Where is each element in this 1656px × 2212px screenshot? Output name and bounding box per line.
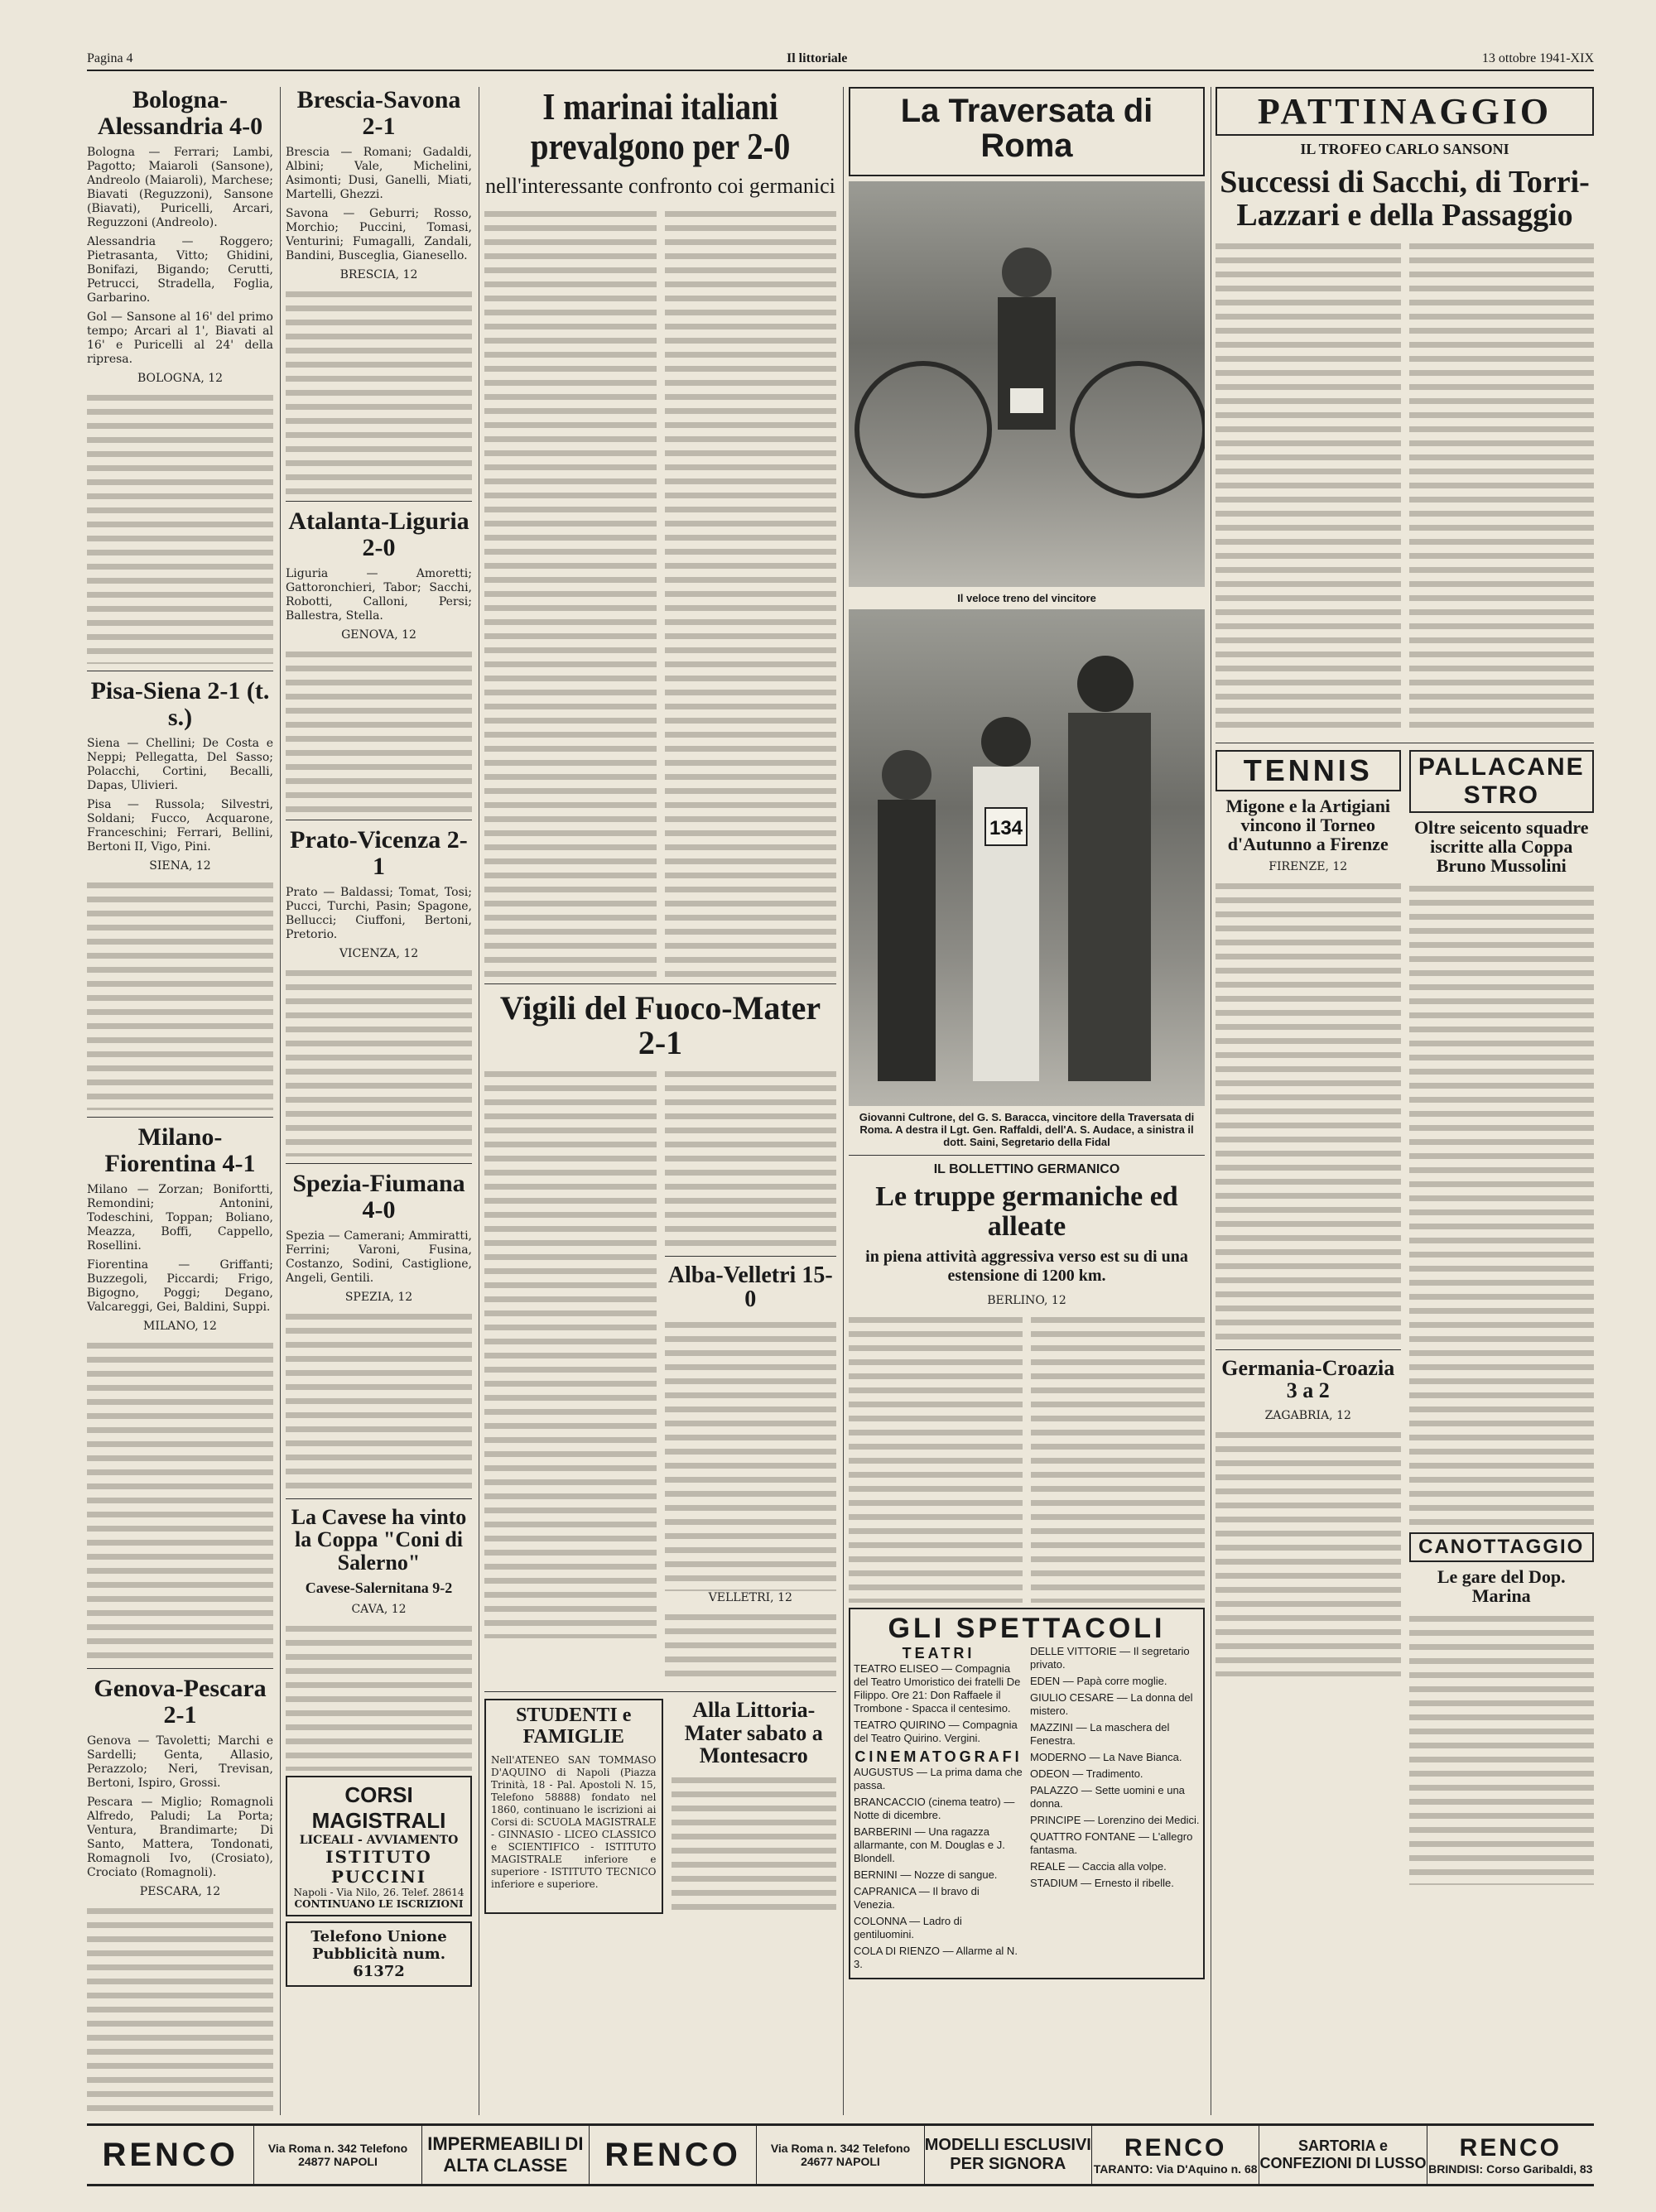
ad-renco-4-title: RENCO — [1459, 2134, 1562, 2162]
ad-sartoria — [1259, 2126, 1427, 2184]
bottom-ad-strip — [87, 2123, 1594, 2186]
article-body-spezia — [286, 1310, 472, 1492]
canottaggio-box — [1409, 1532, 1595, 1562]
headline-sacchi: Successi di Sacchi, di Torri-Lazzari e della Passaggio — [1220, 165, 1590, 233]
listing-eden: EDEN — Papà corre moglie. — [1030, 1675, 1167, 1688]
lineup-genova: Genova — Tavoletti; Marchi e Sardelli; Genta, Allasio, Perazzolo; Neri, Trevisan, Bertoni, Ispiro, Grossi. — [87, 1734, 273, 1790]
ad-renco-napoli-1-address — [254, 2126, 421, 2184]
headline-alba: Alba-Velletri 15-0 — [667, 1262, 833, 1312]
dateline-milano: MILANO, 12 — [143, 1320, 217, 1333]
ad-renco-napoli-1 — [87, 2126, 254, 2184]
headline-dop-marina: Le gare del Dop. Marina — [1437, 1566, 1566, 1607]
ad-renco-3-sub: TARANTO: Via D'Aquino n. 68 — [1093, 2162, 1258, 2176]
headline-prato: Prato-Vicenza 2-1 — [290, 826, 468, 880]
lineup-siena: Siena — Chellini; De Costa e Neppi; Pellegatta, Del Sasso; Polacchi, Cortini, Becalli, Dapas, Ulivieri. — [87, 737, 273, 792]
article-body-genova — [87, 1904, 273, 2115]
dateline-pescara: PESCARA, 12 — [139, 1885, 221, 1898]
tennis-banner: TENNIS — [1243, 753, 1373, 787]
ad-renco-2-sub: Via Roma n. 342 Telefono 24677 NAPOLI — [770, 2142, 911, 2168]
article-vigili-col-a — [484, 1067, 657, 1638]
headline-pisa: Pisa-Siena 2-1 (t. s.) — [90, 677, 270, 731]
headline-spezia: Spezia-Fiumana 4-0 — [292, 1170, 465, 1224]
subhead-truppe: in piena attività aggressiva verso est su di una estensione di 1200 km. — [865, 1248, 1188, 1286]
article-body-milano — [87, 1339, 273, 1661]
dateline-velletri: VELLETRI, 12 — [708, 1591, 792, 1605]
article-tennis — [1216, 879, 1401, 1343]
spettacoli-section — [849, 1608, 1205, 1979]
headline-atalanta: Atalanta-Liguria 2-0 — [288, 507, 469, 561]
ad-studenti-title: STUDENTI e FAMIGLIE — [516, 1705, 632, 1748]
ad-renco-2-title: RENCO — [604, 2136, 741, 2173]
swimmer-illustration — [849, 181, 1205, 587]
photo-swimmer — [849, 181, 1205, 587]
ad-corsi-line1: LICEALI - AVVIAMENTO — [299, 1833, 459, 1847]
dateline-berlino: BERLINO, 12 — [987, 1294, 1066, 1308]
ad-renco-3-title: RENCO — [1124, 2134, 1227, 2162]
article-marinai-col-b — [665, 207, 837, 977]
article-pallacanestro — [1409, 882, 1595, 1527]
dateline-cava: CAVA, 12 — [351, 1602, 407, 1616]
goals-bologna: Gol — Sansone al 16' del primo tempo; Arcari al 1', Biavati al 16' e Puricelli al 24' della ripresa. — [87, 310, 273, 366]
article-truppe-col-b — [1031, 1313, 1205, 1603]
tennis-section — [1216, 750, 1401, 1885]
divider — [484, 983, 836, 984]
divider — [286, 1163, 472, 1164]
headline-vigili: Vigili del Fuoco-Mater 2-1 — [499, 988, 821, 1061]
ad-corsi-magistrali — [286, 1776, 472, 1916]
cinematografi-heading: CINEMATOGRAFI — [854, 1748, 1023, 1766]
masthead — [87, 51, 1594, 71]
headline-genova: Genova-Pescara 2-1 — [94, 1675, 267, 1729]
ad-modelli — [925, 2126, 1092, 2184]
ad-unione-pubblicita: Telefono Unione Pubblicità num. 61372 — [286, 1921, 472, 1987]
divider — [665, 1256, 837, 1257]
column-4 — [849, 87, 1205, 2115]
ad-studenti-body: Nell'ATENEO SAN TOMMASO D'AQUINO di Napoli (Piazza Trinità, 18 - Pal. Apostoli N. 15, Telefono 58888) fondato nel 1860, continuano le iscrizioni ai Corsi di: SCUOLA MAGISTRALE - GINNASIO - LICEO CLASSICO e SCIENTIFICO - ISTITUTO MAGISTRALE inferiore e superiore - ISTITUTO TECNICO inferiore e superiore. — [491, 1753, 657, 1890]
photo-winner — [849, 609, 1205, 1106]
article-vigili — [484, 1067, 836, 1685]
divider — [87, 1668, 273, 1669]
winner-illustration — [849, 609, 1205, 1106]
listing-capranica: CAPRANICA — Il bravo di Venezia. — [854, 1885, 980, 1911]
listing-odeon: ODEON — Tradimento. — [1030, 1767, 1143, 1781]
lineup-fiorentina: Fiorentina — Griffanti; Buzzegoli, Piccardi; Frigo, Bigogno, Poggi; Degano, Valcareggi, Gei, Baldini, Suppi. — [87, 1258, 273, 1314]
bulletin-label: IL BOLLETTINO GERMANICO — [933, 1162, 1120, 1176]
ad-corsi-line4: CONTINUANO LE ISCRIZIONI — [294, 1897, 464, 1910]
listing-quattro-fontane: QUATTRO FONTANE — L'allegro fantasma. — [1030, 1830, 1193, 1857]
article-body-cavese — [286, 1622, 472, 1771]
issue-date: 13 ottobre 1941-XIX — [1481, 51, 1594, 65]
listing-reale: REALE — Caccia alla volpe. — [1030, 1860, 1167, 1873]
pattinaggio-banner: PATTINAGGIO — [1257, 91, 1552, 132]
divider — [1216, 1349, 1401, 1350]
article-marinai-col-a — [484, 207, 657, 977]
dateline-siena: SIENA, 12 — [149, 859, 211, 873]
article-body-atalanta — [286, 647, 472, 813]
headline-marinai: I marinai italiani prevalgono per 2-0 — [530, 87, 791, 168]
listing-quirino: TEATRO QUIRINO — Compagnia del Teatro Quirino. Vergini. — [854, 1719, 1018, 1745]
article-marinai — [484, 207, 836, 977]
article-pattinaggio — [1216, 239, 1594, 736]
ad-renco-napoli-2-address — [757, 2126, 924, 2184]
article-littoria-body — [672, 1773, 837, 1914]
page-number: Pagina 4 — [87, 51, 133, 65]
dateline-zagabria: ZAGABRIA, 12 — [1264, 1408, 1351, 1422]
bib-number: 134 — [989, 817, 1023, 839]
paper-name: Il littoriale — [787, 51, 848, 65]
article-vigili-col-b — [665, 1067, 837, 1685]
pallacanestro-banner: PALLACANESTRO — [1418, 753, 1585, 809]
tennis-box — [1216, 750, 1401, 791]
ad-renco-taranto — [1092, 2126, 1259, 2184]
ad-corsi-line3: Napoli - Via Nilo, 26. Telef. 28614 — [293, 1886, 465, 1898]
article-germania-croazia — [1216, 1428, 1401, 1676]
ad-renco-napoli-2 — [590, 2126, 757, 2184]
ad-sartoria-text: SARTORIA e CONFEZIONI DI LUSSO — [1259, 2137, 1427, 2171]
subhead-sansoni: IL TROFEO CARLO SANSONI — [1300, 141, 1509, 157]
headline-milano: Milano-Fiorentina 4-1 — [104, 1123, 256, 1177]
dateline-vicenza: VICENZA, 12 — [339, 947, 419, 960]
article-body-bologna — [87, 391, 273, 664]
divider — [849, 1155, 1205, 1156]
column-rule — [843, 87, 844, 2115]
headline-cavese: La Cavese ha vinto la Coppa "Coni di Salerno" — [291, 1505, 467, 1575]
sports-lower — [1216, 750, 1594, 1885]
spettacoli-banner: GLI SPETTACOLI — [888, 1613, 1166, 1645]
lineup-prato: Prato — Baldassi; Tomat, Tosi; Pucci, Turchi, Pasin; Spagone, Bellucci; Ciuffoni, Bertoni, Pretorio. — [286, 886, 472, 941]
headline-migone: Migone e la Artigiani vincono il Torneo d'Autunno a Firenze — [1225, 795, 1391, 854]
article-body-pisa — [87, 878, 273, 1110]
listing-moderno: MODERNO — La Nave Bianca. — [1030, 1751, 1182, 1764]
ad-corsi-line2: ISTITUTO PUCCINI — [325, 1846, 432, 1887]
headline-traversata: La Traversata di Roma — [900, 93, 1153, 164]
article-truppe-col-a — [849, 1313, 1023, 1603]
caption-winner: Giovanni Cultrone, del G. S. Baracca, vincitore della Traversata di Roma. A destra il Lgt. Gen. Raffaldi, dell'A. S. Audace, a sinistra il dott. Saini, Segretario della Fidal — [859, 1111, 1195, 1148]
divider — [484, 1691, 836, 1692]
lineup-savona: Savona — Geburri; Rosso, Morchio; Puccini, Tomasi, Venturini; Fumagalli, Zandali, Bandini, Busceglia, Gianesello. — [286, 207, 472, 262]
divider — [87, 1117, 273, 1118]
caption-swimmer: Il veloce treno del vincitore — [957, 592, 1096, 604]
listing-brancaccio: BRANCACCIO (cinema teatro) — Notte di dicembre. — [854, 1796, 1015, 1822]
ad-studenti — [484, 1699, 663, 1914]
headline-germania-croazia: Germania-Croazia 3 a 2 — [1221, 1356, 1395, 1403]
lineup-pescara: Pescara — Miglio; Romagnoli Alfredo, Paludi; La Porta; Ventura, Brandimarte; Di Santo, Mattera, Tondonati, Romagnoli Ivo, (Crosiato), Crociato (Romagnoli). — [87, 1796, 273, 1879]
subhead-cavese: Cavese-Salernitana 9-2 — [305, 1579, 453, 1596]
pattinaggio-box — [1216, 87, 1594, 136]
article-body-prato — [286, 966, 472, 1156]
dateline-spezia: SPEZIA, 12 — [344, 1291, 413, 1304]
listings-col-a — [854, 1645, 1023, 1974]
lineup-milano: Milano — Zorzan; Bonifortti, Remondini; Antonini, Todeschini, Toppan; Boliano, Meazza, Boffi, Cappello, Rosellini. — [87, 1183, 273, 1253]
article-pattinaggio-col-b — [1409, 239, 1595, 736]
column-3 — [484, 87, 836, 2115]
listing-delle-vittorie: DELLE VITTORIE — Il segretario privato. — [1030, 1645, 1190, 1671]
divider — [286, 1498, 472, 1499]
pallacanestro-box — [1409, 750, 1595, 813]
listing-barberini: BARBERINI — Una ragazza allarmante, con M. Douglas e J. Blondell. — [854, 1825, 1005, 1865]
listing-augustus: AUGUSTUS — La prima dama che passa. — [854, 1766, 1023, 1792]
ad-impermeabili — [422, 2126, 590, 2184]
ad-corsi-title: CORSI MAGISTRALI — [311, 1782, 446, 1833]
divider — [286, 501, 472, 502]
headline-brescia: Brescia-Savona 2-1 — [296, 87, 461, 140]
subhead-marinai: nell'interessante confronto coi germanici — [485, 173, 835, 198]
article-alba — [665, 1318, 837, 1591]
ad-renco-brindisi — [1427, 2126, 1594, 2184]
lineup-pisa: Pisa — Russola; Silvestri, Soldani; Fucco, Acquarone, Franceschini; Ferrari, Bellini, Bertoni II, Vigo, Pini. — [87, 798, 273, 854]
listings-col-b — [1030, 1645, 1200, 1974]
lineup-liguria: Liguria — Amoretti; Gattoronchieri, Tabor; Sacchi, Robotti, Calloni, Persi; Ballestra, Stella. — [286, 567, 472, 623]
canottaggio-banner: CANOTTAGGIO — [1418, 1536, 1585, 1559]
dateline-firenze: FIRENZE, 12 — [1268, 860, 1348, 874]
dateline-brescia: BRESCIA, 12 — [339, 268, 418, 281]
article-canottaggio — [1409, 1612, 1595, 1885]
listing-giulio-cesare: GIULIO CESARE — La donna del mistero. — [1030, 1691, 1193, 1718]
article-body-brescia — [286, 287, 472, 494]
listing-cola-di-rienzo: COLA DI RIENZO — Allarme al N. 3. — [854, 1945, 1018, 1971]
headline-littoria: Alla Littoria-Mater sabato a Montesacro — [684, 1698, 823, 1767]
bottom-row-col3 — [484, 1699, 836, 1914]
teatri-heading: TEATRI — [902, 1645, 975, 1662]
pallacanestro-section — [1409, 750, 1595, 1885]
article-truppe — [849, 1313, 1205, 1603]
listing-colonna: COLONNA — Ladro di gentiluomini. — [854, 1915, 962, 1941]
column-5 — [1216, 87, 1594, 2115]
lineup-spezia: Spezia — Camerani; Ammiratti, Ferrini; Varoni, Fusina, Costanzo, Sodini, Castiglione, Angeli, Gentili. — [286, 1229, 472, 1285]
listing-principe: PRINCIPE — Lorenzino dei Medici. — [1030, 1814, 1200, 1827]
listing-mazzini: MAZZINI — La maschera del Fenestra. — [1030, 1721, 1170, 1748]
article-vigili-text — [665, 1067, 837, 1249]
headline-truppe: Le truppe germaniche ed alleate — [875, 1181, 1178, 1242]
column-2 — [286, 87, 472, 2115]
article-velletri — [665, 1610, 837, 1685]
ad-renco-1-sub: Via Roma n. 342 Telefono 24877 NAPOLI — [267, 2142, 408, 2168]
column-rule — [280, 87, 281, 2115]
lineup-alessandria: Alessandria — Roggero; Pietrasanta, Vitto; Ghidini, Bonifazi, Bigando; Cerutti, Petrucci, Stradella, Foglia, Garbarino. — [87, 235, 273, 305]
spettacoli-listings — [854, 1645, 1200, 1974]
ad-impermeabili-text: IMPERMEABILI DI ALTA CLASSE — [427, 2133, 584, 2176]
dateline-genova: GENOVA, 12 — [341, 628, 416, 642]
traversata-box — [849, 87, 1205, 176]
listing-palazzo: PALAZZO — Sette uomini e una donna. — [1030, 1784, 1185, 1810]
headline-bologna: Bologna-Alessandria 4-0 — [97, 87, 263, 140]
listing-eliseo: TEATRO ELISEO — Compagnia del Teatro Umoristico dei fratelli De Filippo. Ore 21: Don Raffaele il Trombone - Spacca il centesimo. — [854, 1662, 1021, 1715]
ad-renco-4-sub: BRINDISI: Corso Garibaldi, 83 — [1428, 2162, 1593, 2176]
ad-modelli-text: MODELLI ESCLUSIVI PER SIGNORA — [924, 2136, 1091, 2173]
lineup-bologna: Bologna — Ferrari; Lambi, Pagotto; Maiaroli (Sansone), Andreolo (Maiaroli), Marchese; Biavati (Reguzzoni), Sansone (Biavati), Puricelli, Arcari, Reguzzoni (Andreolo). — [87, 146, 273, 229]
column-1 — [87, 87, 273, 2115]
listing-bernini: BERNINI — Nozze di sangue. — [854, 1868, 998, 1882]
headline-coppa-mussolini: Oltre seicento squadre iscritte alla Coppa Bruno Mussolini — [1413, 816, 1589, 876]
article-pattinaggio-col-a — [1216, 239, 1401, 736]
article-littoria — [672, 1699, 837, 1914]
lineup-brescia: Brescia — Romani; Gadaldi, Albini; Vale, Michelini, Asimonti; Dusi, Ganelli, Miati, Martelli, Ghezzi. — [286, 146, 472, 201]
ad-renco-1-title: RENCO — [102, 2136, 238, 2173]
listing-stadium: STADIUM — Ernesto il ribelle. — [1030, 1877, 1174, 1890]
dateline-bologna: BOLOGNA, 12 — [137, 372, 224, 385]
